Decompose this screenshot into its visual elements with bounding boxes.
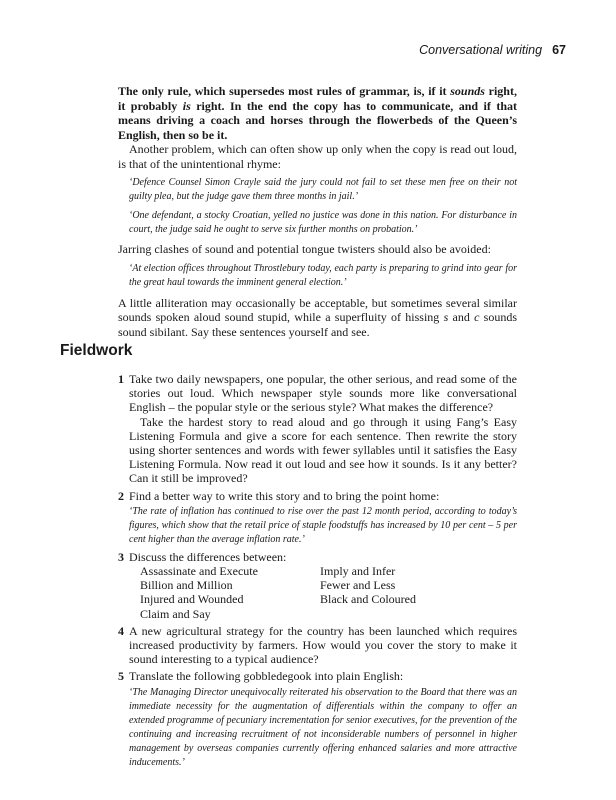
rule-text-3: right. In the end the copy has to communicate, and if that means driving a coach and horses through the flowerbeds of the Queen’s English, then so be it. [118,98,518,142]
fieldwork-item [118,669,517,769]
letter-s: s [443,310,449,324]
item-quote-gobbledegook: ‘The Managing Director unequivocally reiterated his observation to the Board that there was an immediate necessity for the augmentation of differentials within the company to offer an extended programme of pecuniary incrementation for senior executives, for the prevention of the continuing and increasing recruitment of not inconsiderable numbers of personnel in higher management by overseas companies currently offering enhanced salaries and more attractive inducements.’ [129,686,517,768]
item-number: 3 [118,549,124,564]
running-title: Conversational writing [419,43,543,57]
item-quote-inflation: ‘The rate of inflation has continued to rise over the past 12 month period, according to today’s figures, which show that the retail price of staple foodstuffs has increased by 10 per cent – 5 per cent higher than the average inflation rate.’ [129,505,517,545]
page-number: 67 [552,43,566,57]
item-number: 1 [118,372,124,386]
item-number: 2 [118,488,124,503]
fieldwork-item [118,624,517,667]
word-pair: Black and Coloured [320,592,416,607]
item-number: 5 [118,669,124,684]
item-text: Translate the following gobbledegook into plain English: [129,669,404,684]
item-text: Take two daily newspapers, one popular, the other serious, and read some of the stories out loud. Which newspaper style sounds more like conversational English – the popular style or the serious style? What makes the difference? [129,372,517,415]
running-head [419,43,566,57]
quote-throstlebury: ‘At election offices throughout Throstlebury today, each party is preparing to grind into gear for the great haul towards the imminent general election.’ [129,262,517,288]
quote-crayle: ‘Defence Counsel Simon Crayle said the jury could not fail to set these men free on their not guilty plea, but the judge gave them three months in jail.’ [129,177,517,202]
word-pairs [140,564,517,621]
alliteration-paragraph [118,296,517,340]
word-pair: Imply and Infer [320,564,396,579]
item-text-continued: Take the hardest story to read aloud and go through it using Fang’s Easy Listening Formula and give a score for each sentence. Then rewrite the story using shorter sentences and words with fewer syllables until it satisfies the Easy Listening Formula. Now read it out loud and see how it sounds. Is it any better? Can it still be improved? [129,414,517,486]
rhyme-intro: Another problem, which can often show up only when the copy is read out loud, is that of the unintentional rhyme: [118,142,517,171]
word-pairs-left [140,564,320,621]
section-title: Fieldwork [60,342,133,359]
fieldwork-item [118,372,517,486]
rule-text-1: The only rule, which supersedes most rules of grammar, is, if it [118,84,451,98]
word-pairs-right [320,564,520,621]
letter-c: c [474,310,480,324]
alliteration-and: and [448,310,475,324]
body-text [118,84,517,339]
clashes-paragraph: Jarring clashes of sound and potential tongue twisters should also be avoided: [118,242,491,256]
word-pair: Assassinate and Execute [140,564,258,579]
item-text: A new agricultural strategy for the country has been launched which requires increased productivity by farmers. How would you cover the story to make it sound interesting to a typical audience? [129,623,517,667]
rule-paragraph [118,84,517,142]
word-pair: Billion and Million [140,578,233,593]
fieldwork-item [118,550,517,621]
item-number: 4 [118,623,124,638]
word-pair: Injured and Wounded [140,592,244,607]
word-pair: Fewer and Less [320,578,396,593]
fieldwork-list [118,372,517,773]
rule-emphasis-is: is [182,98,191,113]
item-text: Discuss the differences between: [129,549,287,564]
rule-text-2: right, it probably [118,84,517,113]
fieldwork-item [118,489,517,547]
word-pair: Claim and Say [140,606,211,621]
alliteration-text-1: A little alliteration may occasionally be acceptable, but sometimes several similar sounds spoken aloud sound stupid, while a superfluity of hissing [118,295,517,324]
rule-emphasis-sounds: sounds [450,84,485,98]
alliteration-text-2: sounds sound sibilant. Say these sentences yourself and see. [118,310,518,339]
item-text: Find a better way to write this story and to bring the point home: [129,488,440,503]
quote-croatian: ‘One defendant, a stocky Croatian, yelled no justice was done in this nation. For disturbance in court, the judge said he ought to serve six further months on probation.’ [129,210,517,235]
